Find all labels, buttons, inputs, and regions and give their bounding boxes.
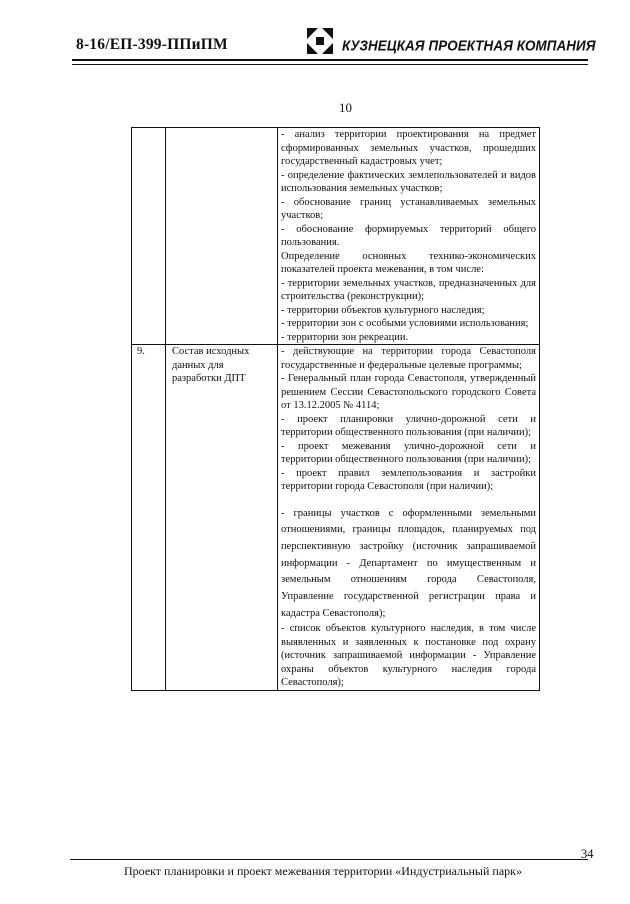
row-content bbox=[278, 345, 540, 691]
content-line: - границы участков с оформленными земельными отношениями, границы площадок, планируемых под перспективную застройку (источник запрашиваемой информации - Департамент по имущественным и земельным отношениям города Севастополя, Управление государственной регистрации права и кадастра Севастополя); bbox=[281, 507, 536, 619]
content-line: - территории зон рекреации. bbox=[281, 331, 409, 343]
header-rule-thin bbox=[72, 64, 588, 65]
content-line: - анализ территории проектирования на предмет сформированных земельных участков, прошедших государственный кадастровых учет; bbox=[281, 129, 536, 167]
row-content bbox=[278, 128, 540, 345]
content-line: - проект планировки улично-дорожной сети и территории общественного пользования (при наличии); bbox=[281, 413, 536, 438]
content-line: - территории объектов культурного наследия; bbox=[281, 304, 485, 316]
spacer bbox=[281, 494, 536, 506]
table-row bbox=[132, 345, 540, 691]
row-label: Состав исходных данных для разработки ДПТ bbox=[166, 345, 278, 691]
content-line: - список объектов культурного наследия, в том числе выявленных и заявленных к постановке под охрану (источник запрашиваемой информации - Управление охраны объектов культурного наследия города Севастополя); bbox=[281, 623, 536, 689]
content-line: - обоснование формируемых территорий общего пользования. bbox=[281, 223, 536, 248]
content-line: - действующие на территории города Севастополя государственные и федеральные целевые программы; bbox=[281, 346, 536, 371]
footer-rule bbox=[70, 859, 588, 860]
content-line: - проект межевания улично-дорожной сети и территории общественного пользования (при наличии); bbox=[281, 440, 536, 465]
content-line: - территории земельных участков, предназначенных для строительства (реконструкции); bbox=[281, 277, 536, 302]
content-line: - обоснование границ устанавливаемых земельных участков; bbox=[281, 196, 536, 221]
company-logo-icon bbox=[307, 28, 333, 54]
footer-page-number: 34 bbox=[581, 847, 594, 861]
company-name: КУЗНЕЦКАЯ ПРОЕКТНАЯ КОМПАНИЯ bbox=[342, 37, 596, 54]
row-number bbox=[132, 128, 166, 345]
row-label bbox=[166, 128, 278, 345]
page-number: 10 bbox=[339, 100, 352, 115]
content-line: - проект правил землепользования и застройки территории города Севастополя (при наличии); bbox=[281, 467, 536, 492]
document-code: 8-16/ЕП-399-ППиПМ bbox=[76, 36, 228, 53]
content-line: - Генеральный план города Севастополя, утвержденный решением Сессии Севастопольского городского Совета от 13.12.2005 № 4114; bbox=[281, 373, 536, 411]
content-block bbox=[281, 506, 536, 623]
requirements-table bbox=[131, 127, 540, 691]
content-line: Определение основных технико-экономических показателей проекта межевания, в том числе: bbox=[281, 250, 536, 275]
content-line: - территории зон с особыми условиями использования; bbox=[281, 318, 529, 329]
footer-title: Проект планировки и проект межевания территории «Индустриальный парк» bbox=[124, 864, 522, 878]
table-row bbox=[132, 128, 540, 345]
header-rule bbox=[72, 59, 588, 61]
content-line: - определение фактических землепользователей и видов использования земельных участков; bbox=[281, 169, 536, 194]
row-number: 9. bbox=[132, 345, 166, 691]
